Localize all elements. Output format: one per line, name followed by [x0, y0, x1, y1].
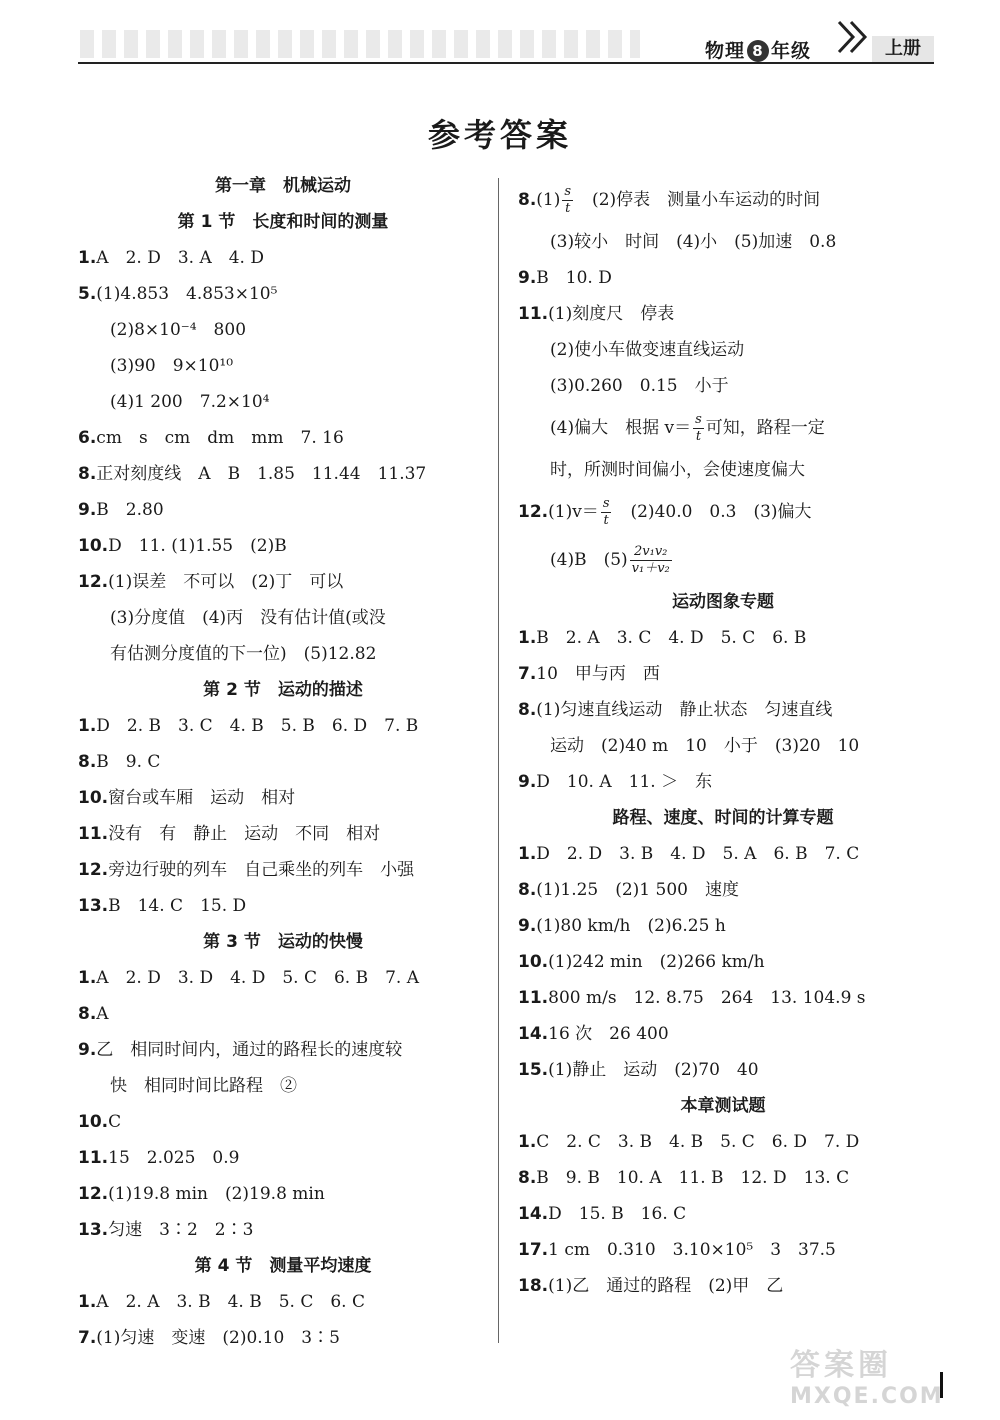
answer-text: C 2. C 3. B 4. B 5. C 6. D 7. D	[536, 1132, 860, 1152]
question-number: 7.	[78, 1328, 97, 1348]
answer-text: (1)静止 运动 (2)70 40	[548, 1060, 759, 1080]
question-number: 11.	[518, 988, 549, 1008]
answer-text: (3)较小 时间 (4)小 (5)加速 0.8	[550, 232, 837, 252]
answer-text: (1)1.25 (2)1 500 速度	[536, 880, 739, 900]
answer-text: (3)90 9×10¹⁰	[110, 356, 234, 376]
answer-line	[518, 1124, 928, 1160]
answer-line	[78, 816, 488, 852]
volume-label: 上册	[872, 36, 934, 62]
question-number: 9.	[78, 500, 97, 520]
answer-line	[78, 348, 488, 384]
answer-line	[518, 1268, 928, 1304]
header-subject	[705, 36, 811, 63]
answer-text: 正对刻度线 A B 1.85 11.44 11.37	[96, 464, 427, 484]
answer-line	[78, 312, 488, 348]
answer-text: 窗台或车厢 运动 相对	[108, 788, 296, 808]
question-number: 13.	[78, 896, 109, 916]
question-number: 1.	[78, 248, 97, 268]
question-number: 13.	[78, 1220, 109, 1240]
answer-line	[518, 728, 928, 764]
question-number: 15.	[518, 1060, 549, 1080]
question-number: 10.	[518, 952, 549, 972]
question-number: 12.	[78, 860, 109, 880]
answer-text: A 2. D 3. D 4. D 5. C 6. B 7. A	[96, 968, 419, 988]
answer-text: (2)使小车做变速直线运动	[550, 340, 745, 360]
fraction	[601, 496, 612, 529]
fraction	[562, 184, 573, 217]
question-number: 1.	[78, 968, 97, 988]
answer-line	[518, 368, 928, 404]
answer-text: (4)1 200 7.2×10⁴	[110, 392, 270, 412]
answer-text: B 9. B 10. A 11. B 12. D 13. C	[536, 1168, 850, 1188]
question-number: 17.	[518, 1240, 549, 1260]
question-number: 12.	[518, 502, 549, 522]
answer-text: (2)40.0 0.3 (3)偏大	[613, 502, 812, 522]
header-dash-pattern	[80, 30, 640, 58]
answer-text: 15 2.025 0.9	[108, 1148, 240, 1168]
answer-text: (2)8×10⁻⁴ 800	[110, 320, 247, 340]
question-number: 12.	[78, 572, 109, 592]
answer-text: (4)B (5)	[550, 550, 628, 570]
answer-text: 快 相同时间比路程 ②	[110, 1076, 297, 1096]
answer-line	[518, 1232, 928, 1268]
answer-text: B 14. C 15. D	[108, 896, 247, 916]
question-number: 6.	[78, 428, 97, 448]
answer-text: cm s cm dm mm 7. 16	[96, 428, 344, 448]
answer-text: B 10. D	[536, 268, 612, 288]
question-number: 1.	[78, 716, 97, 736]
question-number: 10.	[78, 788, 109, 808]
answer-text: (1)匀速 变速 (2)0.10 3∶5	[96, 1328, 340, 1348]
answer-line	[518, 404, 928, 452]
answer-line	[518, 944, 928, 980]
question-number: 11.	[78, 824, 109, 844]
answer-line	[78, 636, 488, 672]
answer-line	[518, 1016, 928, 1052]
answer-line	[78, 1104, 488, 1140]
answer-text: 10 甲与丙 西	[536, 664, 660, 684]
grade-badge: 8	[747, 40, 769, 62]
fraction-denominator: t	[565, 201, 571, 216]
answers-right-column	[518, 176, 928, 1304]
question-number: 18.	[518, 1276, 549, 1296]
answer-text: (1)4.853 4.853×10⁵	[96, 284, 278, 304]
fraction-numerator: s	[602, 496, 610, 511]
answer-text: C	[108, 1112, 122, 1132]
fraction-denominator: t	[695, 429, 702, 444]
answer-line	[518, 176, 928, 224]
page-title: 参考答案	[427, 116, 572, 154]
question-number: 9.	[518, 268, 537, 288]
answers-left-column	[78, 168, 488, 1356]
question-number: 8.	[518, 880, 537, 900]
answer-line	[78, 384, 488, 420]
answer-text: 时，所测时间偏小，会使速度偏大	[550, 460, 805, 480]
answer-line	[518, 836, 928, 872]
answer-line	[78, 600, 488, 636]
question-number: 9.	[518, 916, 537, 936]
fraction	[693, 412, 704, 445]
answer-line	[518, 296, 928, 332]
answer-line	[518, 692, 928, 728]
answer-text: 800 m/s 12. 8.75 264 13. 104.9 s	[548, 988, 866, 1008]
question-number: 14.	[518, 1204, 549, 1224]
answer-line	[78, 456, 488, 492]
answer-text: (1)v＝	[548, 502, 599, 522]
answer-text: 匀速 3∶2 2∶3	[108, 1220, 254, 1240]
answer-text: B 9. C	[96, 752, 161, 772]
answer-line	[518, 536, 928, 584]
answer-text: D 2. B 3. C 4. B 5. B 6. D 7. B	[96, 716, 419, 736]
answer-text: (1)刻度尺 停表	[548, 304, 675, 324]
answer-text: 没有 有 静止 运动 不同 相对	[108, 824, 381, 844]
answer-text: D 11. (1)1.55 (2)B	[108, 536, 287, 556]
question-number: 1.	[518, 628, 537, 648]
fraction-denominator: t	[603, 513, 609, 528]
answer-line	[518, 488, 928, 536]
grade-suffix: 年级	[771, 40, 812, 62]
watermark-url: MXQE.COM	[790, 1384, 944, 1409]
answer-line	[78, 564, 488, 600]
answer-text: 1 cm 0.310 3.10×10⁵ 3 37.5	[548, 1240, 836, 1260]
question-number: 8.	[518, 190, 537, 210]
fraction	[630, 544, 672, 577]
answer-line	[518, 224, 928, 260]
answer-line	[78, 744, 488, 780]
answer-line	[78, 1212, 488, 1248]
section-heading: 第 2 节 运动的描述	[203, 680, 363, 700]
answer-text: A 2. A 3. B 4. B 5. C 6. C	[96, 1292, 365, 1312]
answer-text: (1)242 min (2)266 km/h	[548, 952, 765, 972]
question-number: 9.	[518, 772, 537, 792]
column-divider	[498, 178, 499, 1343]
answer-line	[78, 1032, 488, 1068]
answer-text: A	[96, 1004, 109, 1024]
answer-text: 运动 (2)40 m 10 小于 (3)20 10	[550, 736, 860, 756]
section-heading: 运动图象专题	[672, 592, 774, 612]
answer-line	[518, 656, 928, 692]
answer-line	[518, 260, 928, 296]
answer-line	[78, 420, 488, 456]
question-number: 9.	[78, 1040, 97, 1060]
answer-line	[78, 852, 488, 888]
answer-text: A 2. D 3. A 4. D	[96, 248, 264, 268]
answer-line	[78, 780, 488, 816]
question-number: 11.	[518, 304, 549, 324]
subject-label: 物理	[705, 40, 746, 62]
question-number: 8.	[518, 700, 537, 720]
question-number: 8.	[78, 464, 97, 484]
answer-line	[78, 708, 488, 744]
question-number: 8.	[518, 1168, 537, 1188]
answer-line	[518, 452, 928, 488]
answer-line	[78, 1176, 488, 1212]
section-heading: 第 1 节 长度和时间的测量	[177, 212, 389, 232]
watermark-logo	[790, 1340, 970, 1409]
answer-line	[518, 1160, 928, 1196]
answer-line	[78, 1140, 488, 1176]
fraction-denominator: v₁＋v₂	[631, 561, 670, 576]
answer-line	[78, 492, 488, 528]
answer-text: (3)分度值 (4)丙 没有估计值(或没	[110, 608, 386, 628]
question-number: 5.	[78, 284, 97, 304]
question-number: 14.	[518, 1024, 549, 1044]
answer-text: D 2. D 3. B 4. D 5. A 6. B 7. C	[536, 844, 860, 864]
answer-line	[78, 240, 488, 276]
question-number: 1.	[518, 844, 537, 864]
double-chevron-icon	[835, 18, 871, 56]
answer-line	[78, 276, 488, 312]
answer-text: (1)80 km/h (2)6.25 h	[536, 916, 726, 936]
answer-text: 可知，路程一定	[705, 418, 825, 438]
question-number: 12.	[78, 1184, 109, 1204]
question-number: 8.	[78, 1004, 97, 1024]
answer-line	[518, 1052, 928, 1088]
answer-line	[78, 1068, 488, 1104]
question-number: 1.	[78, 1292, 97, 1312]
question-number: 7.	[518, 664, 537, 684]
answer-text: D 15. B 16. C	[548, 1204, 687, 1224]
answer-line	[78, 1284, 488, 1320]
question-number: 8.	[78, 752, 97, 772]
answer-text: 旁边行驶的列车 自己乘坐的列车 小强	[108, 860, 415, 880]
answer-text: (2)停表 测量小车运动的时间	[575, 190, 821, 210]
answer-text: 乙 相同时间内，通过的路程长的速度较	[96, 1040, 403, 1060]
question-number: 1.	[518, 1132, 537, 1152]
answer-line	[518, 980, 928, 1016]
answer-text: D 10. A 11. ＞ 东	[536, 772, 713, 792]
answer-text: 有估测分度值的下一位) (5)12.82	[110, 644, 377, 664]
answer-text: 16 次 26 400	[548, 1024, 669, 1044]
section-heading: 本章测试题	[680, 1096, 766, 1116]
answer-line	[518, 332, 928, 368]
section-heading: 第一章 机械运动	[215, 176, 351, 196]
answer-line	[78, 528, 488, 564]
fraction-numerator: s	[564, 184, 572, 199]
answer-line	[518, 872, 928, 908]
answer-line	[78, 1320, 488, 1356]
answer-text: (1)19.8 min (2)19.8 min	[108, 1184, 325, 1204]
answer-line	[78, 996, 488, 1032]
answer-text: (1)	[536, 190, 561, 210]
watermark-text: 答案圈	[790, 1348, 892, 1383]
answer-line	[518, 1196, 928, 1232]
section-heading: 第 3 节 运动的快慢	[203, 932, 363, 952]
fraction-numerator: 2v₁v₂	[630, 544, 672, 561]
answer-text: (3)0.260 0.15 小于	[550, 376, 729, 396]
answer-line	[78, 960, 488, 996]
answer-line	[518, 908, 928, 944]
question-number: 10.	[78, 536, 109, 556]
answer-line	[518, 620, 928, 656]
fraction-numerator: s	[695, 412, 702, 427]
answer-text: B 2. A 3. C 4. D 5. C 6. B	[536, 628, 807, 648]
answer-text: (1)匀速直线运动 静止状态 匀速直线	[536, 700, 833, 720]
answer-line	[78, 888, 488, 924]
answer-text: (1)误差 不可以 (2)丁 可以	[108, 572, 344, 592]
answer-text: (4)偏大 根据 v＝	[550, 418, 692, 438]
question-number: 11.	[78, 1148, 109, 1168]
question-number: 10.	[78, 1112, 109, 1132]
answer-line	[518, 764, 928, 800]
section-heading: 路程、速度、时间的计算专题	[612, 808, 834, 828]
section-heading: 第 4 节 测量平均速度	[194, 1256, 372, 1276]
answer-text: B 2.80	[96, 500, 164, 520]
answer-text: (1)乙 通过的路程 (2)甲 乙	[548, 1276, 784, 1296]
